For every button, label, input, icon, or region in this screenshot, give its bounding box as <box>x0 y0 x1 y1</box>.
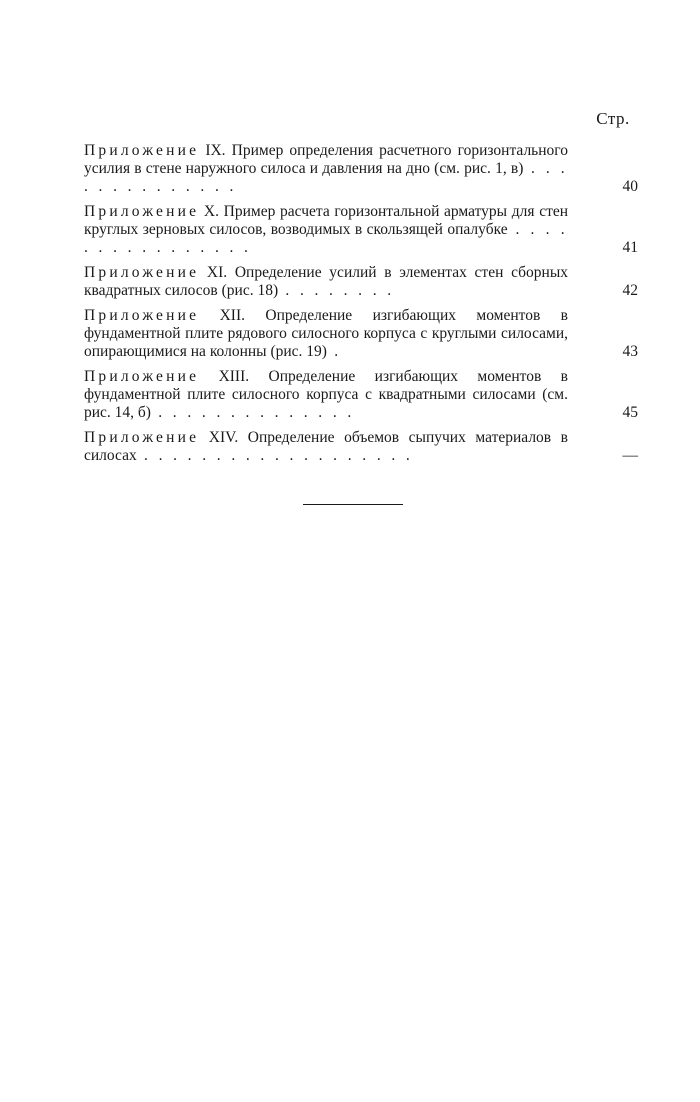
entry-title: Пример определения расчетного горизонтального усилия в стене наружного силоса и давления на дно (см. рис. 1, в) <box>84 142 569 177</box>
toc-entry-text <box>84 142 568 196</box>
toc-entry <box>84 307 638 361</box>
appendix-number: XII. <box>219 307 246 324</box>
dot-leader: . . . . . . . . . . . . . . <box>150 404 355 421</box>
appendix-word: Приложение <box>84 142 200 159</box>
section-divider <box>303 504 403 505</box>
appendix-number: X. <box>203 203 219 220</box>
table-of-contents <box>84 142 638 472</box>
appendix-word: Приложение <box>84 429 200 446</box>
toc-entry <box>84 142 638 196</box>
toc-entry-text <box>84 429 568 465</box>
toc-page-number: — <box>622 447 638 464</box>
appendix-word: Приложение <box>84 368 200 385</box>
toc-page-number: 45 <box>622 404 638 421</box>
entry-title: Определение объемов сыпучих материалов в силосах <box>84 429 568 464</box>
appendix-number: IX. <box>205 142 226 159</box>
entry-title: Определение изгибающих моментов в фундаментной плите рядового силосного корпуса с круглыми силосами, опирающимися на колонны (рис. 19) <box>84 307 568 360</box>
toc-page-number: 43 <box>622 343 638 360</box>
toc-entry-text <box>84 307 568 361</box>
toc-entry <box>84 429 638 465</box>
appendix-number: XIII. <box>218 368 250 385</box>
toc-page-number: 40 <box>622 178 638 195</box>
toc-entry-text <box>84 264 568 300</box>
dot-leader: . . . . . . . . <box>278 282 395 299</box>
dot-leader: . <box>326 343 342 360</box>
toc-entry-text <box>84 368 568 422</box>
appendix-word: Приложение <box>84 203 200 220</box>
toc-page-number: 42 <box>622 282 638 299</box>
dot-leader: . . . . . . . . . . . . . . . . . . . <box>136 447 414 464</box>
dot-leader: . . . . . . . . . . . . . . . . <box>84 221 568 256</box>
appendix-word: Приложение <box>84 264 200 281</box>
dot-leader: . . . . . . . . . . . . . . <box>84 160 568 195</box>
page-column-label: Стр. <box>596 109 630 128</box>
toc-page-number: 41 <box>622 239 638 256</box>
appendix-number: XI. <box>206 264 228 281</box>
toc-entry-text <box>84 203 568 257</box>
toc-entry <box>84 203 638 257</box>
entry-title: Пример расчета горизонтальной арматуры для стен круглых зерновых силосов, возводимых в скользящей опалубке <box>84 203 569 238</box>
entry-title: Определение усилий в элементах стен сборных квадратных силосов (рис. 18) <box>84 264 568 299</box>
appendix-word: Приложение <box>84 307 200 324</box>
entry-title: Определение изгибающих моментов в фундаментной плите силосного корпуса с квадратными силосами (см. рис. 14, б) <box>84 368 568 421</box>
toc-entry <box>84 368 638 422</box>
appendix-number: XIV. <box>208 429 239 446</box>
toc-entry <box>84 264 638 300</box>
